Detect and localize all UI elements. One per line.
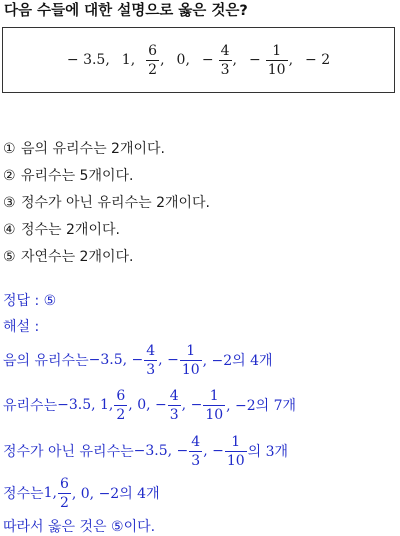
fraction	[219, 44, 232, 77]
option-number: ②	[3, 168, 16, 184]
fraction	[180, 344, 202, 377]
neg-rational-line	[3, 343, 273, 377]
fraction-numerator: 1	[272, 42, 282, 59]
option-4[interactable]	[3, 217, 210, 244]
integer-line	[3, 476, 160, 510]
rational-line	[3, 388, 296, 422]
fraction-numerator: 4	[220, 42, 230, 59]
fraction-numerator: 6	[148, 42, 158, 59]
fraction-denominator: 3	[169, 406, 179, 423]
fraction-denominator: 2	[116, 406, 126, 423]
option-5[interactable]	[3, 244, 210, 271]
math-text: , −2의 4개	[202, 353, 273, 369]
number-item: 1,	[121, 52, 136, 68]
option-text: 정수가 아닌 유리수는 2개이다.	[21, 195, 210, 211]
math-text: 1,	[43, 485, 57, 501]
line-prefix: 정수가 아닌 유리수는	[3, 444, 134, 460]
fraction-numerator: 6	[116, 387, 126, 404]
conclusion-line: 따라서 옳은 것은 ⑤이다.	[3, 519, 156, 535]
fraction-denominator: 10	[181, 361, 200, 378]
option-text: 유리수는 5개이다.	[21, 168, 134, 184]
sign: −	[249, 52, 261, 68]
answer-options	[3, 136, 210, 271]
option-text: 음의 유리수는 2개이다.	[21, 141, 165, 157]
fraction-denominator: 10	[267, 61, 286, 78]
question-text: 다음 수들에 대한 설명으로 옳은 것은?	[4, 3, 248, 19]
fraction	[225, 435, 247, 468]
fraction-denominator: 3	[146, 361, 156, 378]
separator: ,	[232, 52, 237, 68]
option-2[interactable]	[3, 163, 210, 190]
option-text: 정수는 2개이다.	[21, 222, 120, 238]
fraction-numerator: 4	[169, 387, 179, 404]
fraction-numerator: 4	[146, 342, 156, 359]
math-text: −3.5, −	[133, 443, 189, 459]
fraction-denominator: 3	[220, 61, 230, 78]
fraction-denominator: 2	[148, 61, 158, 78]
math-text: , 0, −2의 4개	[71, 486, 160, 502]
math-text: , −	[158, 352, 179, 368]
fraction-numerator: 4	[191, 433, 201, 450]
option-1[interactable]	[3, 136, 210, 163]
fraction-denominator: 10	[205, 406, 224, 423]
option-3[interactable]	[3, 190, 210, 217]
fraction	[146, 44, 159, 77]
math-text: , −2의 7개	[226, 398, 297, 414]
fraction	[144, 344, 157, 377]
math-text: , −	[203, 443, 224, 459]
fraction-numerator: 1	[209, 387, 219, 404]
fraction	[168, 389, 181, 422]
fraction	[58, 477, 71, 510]
math-text: 의 3개	[247, 444, 289, 460]
fraction-numerator: 6	[59, 475, 69, 492]
math-text: −3.5, −	[88, 352, 144, 368]
number-item: − 3.5,	[66, 52, 110, 68]
sign: −	[201, 52, 214, 68]
option-number: ⑤	[3, 249, 16, 265]
explanation-label: 해설 :	[3, 319, 40, 335]
fraction	[203, 389, 225, 422]
line-prefix: 유리수는	[3, 398, 58, 414]
line-prefix: 정수는	[3, 486, 44, 502]
number-list-box	[2, 27, 395, 93]
non-integer-line	[3, 434, 288, 468]
separator: ,	[288, 52, 294, 68]
math-text: −3.5, 1,	[57, 397, 114, 413]
line-prefix: 음의 유리수는	[3, 353, 89, 369]
option-number: ③	[3, 195, 16, 211]
separator: ,	[160, 52, 165, 68]
number-item: 0,	[176, 52, 190, 68]
fraction	[189, 435, 202, 468]
math-text: , −	[181, 397, 203, 413]
math-text: , 0, −	[128, 397, 167, 413]
fraction	[266, 44, 288, 77]
fraction-denominator: 2	[59, 494, 69, 511]
number-item: − 2	[305, 52, 331, 68]
fraction	[114, 389, 127, 422]
fraction-denominator: 10	[226, 452, 245, 469]
option-number: ①	[3, 141, 16, 157]
option-text: 자연수는 2개이다.	[21, 249, 134, 265]
option-number: ④	[3, 222, 16, 238]
answer-label: 정답 : ⑤	[3, 293, 57, 309]
fraction-numerator: 1	[231, 433, 241, 450]
fraction-denominator: 3	[191, 452, 201, 469]
fraction-numerator: 1	[186, 342, 196, 359]
